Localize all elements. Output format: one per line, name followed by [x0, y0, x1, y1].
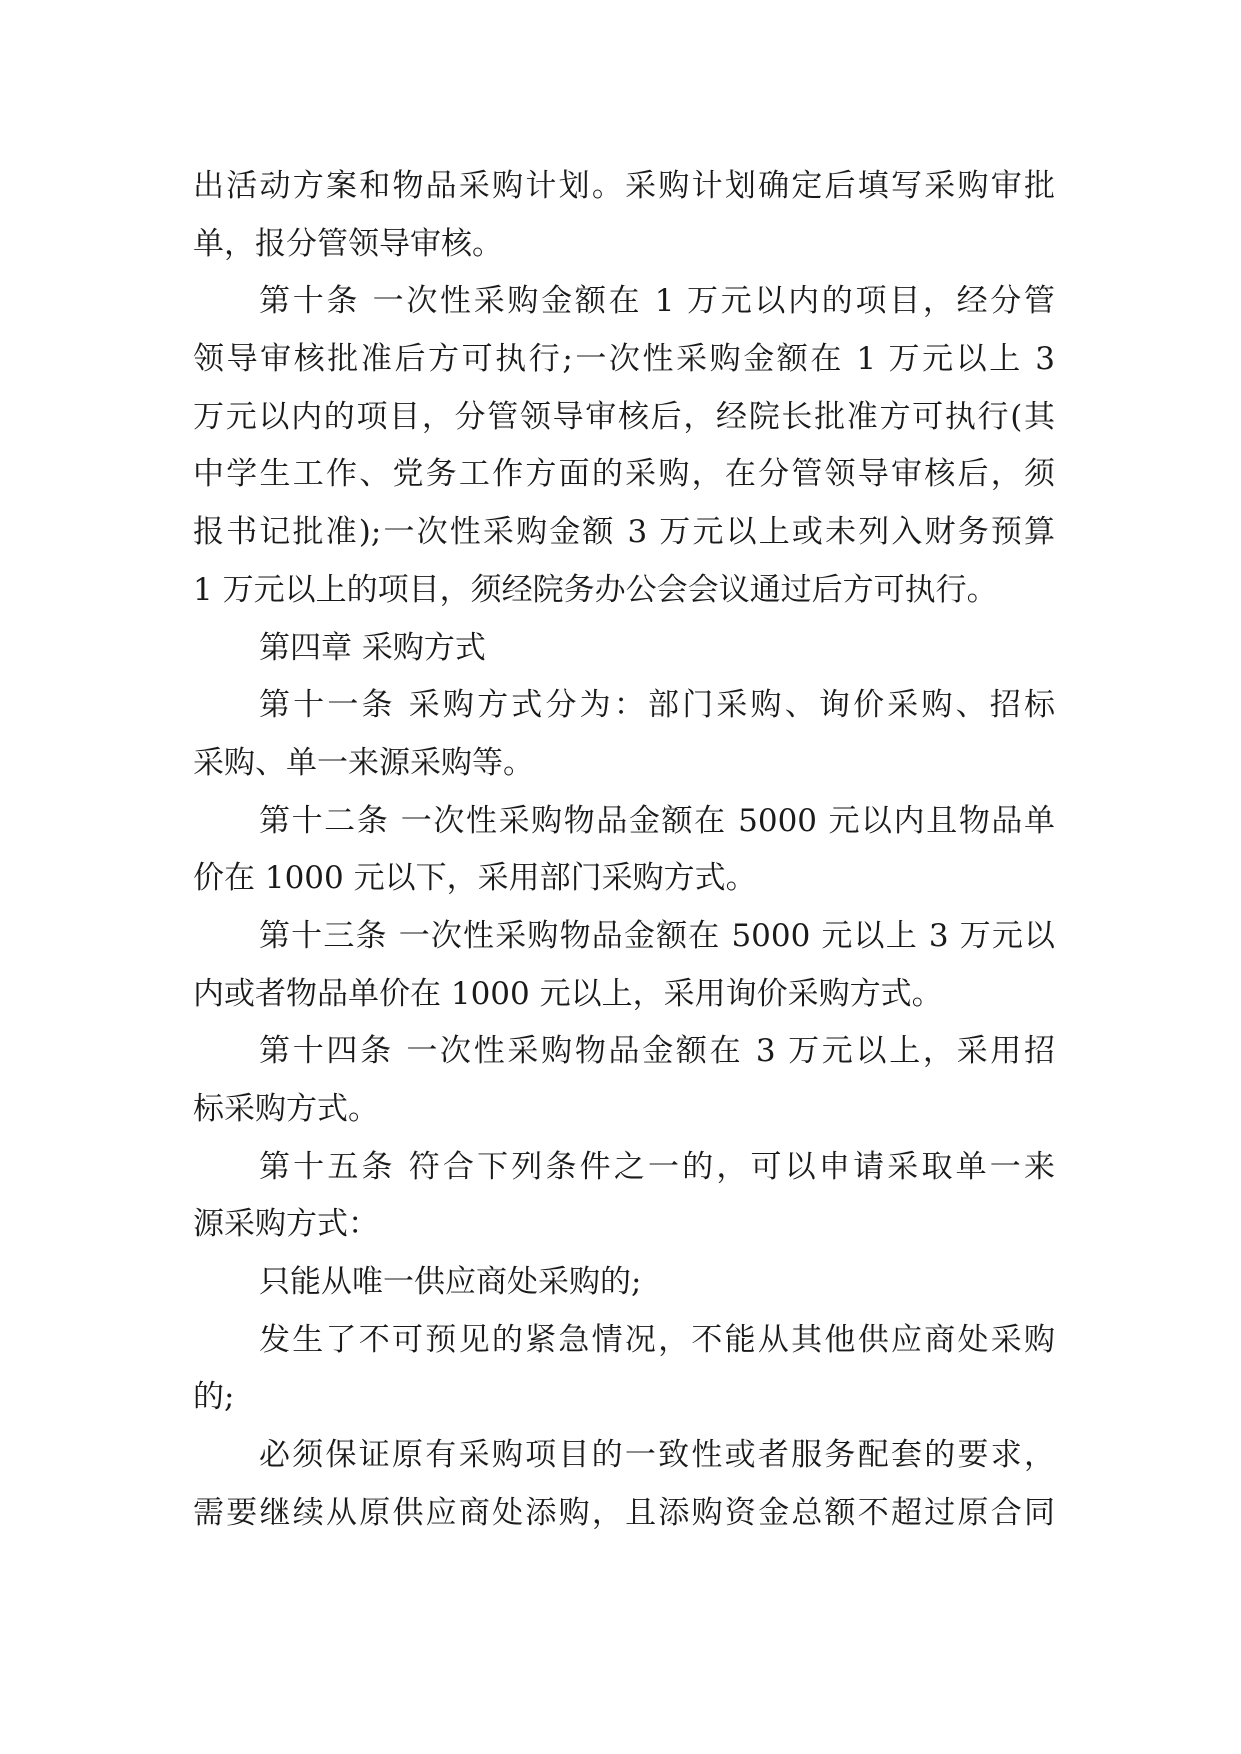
text-line: 报书记批准);一次性采购金额 3 万元以上或未列入财务预算: [193, 514, 1055, 551]
list-item-2: 发生了不可预见的紧急情况，不能从其他供应商处采购: [259, 1321, 1055, 1358]
text-line: 标采购方式。: [193, 1091, 379, 1127]
text-line: 采购、单一来源采购等。: [193, 744, 534, 781]
article-14-line: 第十四条 一次性采购物品金额在 3 万元以上，采用招: [259, 1033, 1055, 1070]
article-10-line: 第十条 一次性采购金额在 1 万元以内的项目，经分管: [259, 283, 1055, 320]
list-item-3: 必须保证原有采购项目的一致性或者服务配套的要求，: [259, 1437, 1055, 1474]
chapter-4-heading: 第四章 采购方式: [259, 629, 486, 666]
text-line: 出活动方案和物品采购计划。采购计划确定后填写采购审批: [193, 168, 1055, 204]
text-line: 1 万元以上的项目，须经院务办公会会议通过后方可执行。: [193, 571, 998, 608]
text-line: 需要继续从原供应商处添购，且添购资金总额不超过原合同: [193, 1494, 1055, 1531]
article-13-line: 第十三条 一次性采购物品金额在 5000 元以上 3 万元以: [259, 917, 1055, 954]
text-line: 内或者物品单价在 1000 元以上，采用询价采购方式。: [193, 975, 943, 1012]
text-line: 的;: [193, 1379, 235, 1416]
text-line: 源采购方式：: [193, 1206, 379, 1243]
article-11-line: 第十一条 采购方式分为：部门采购、询价采购、招标: [259, 687, 1055, 724]
text-line: 中学生工作、党务工作方面的采购，在分管领导审核后，须: [193, 456, 1055, 493]
article-15-line: 第十五条 符合下列条件之一的，可以申请采取单一来: [259, 1148, 1055, 1185]
text-line: 单，报分管领导审核。: [193, 225, 503, 262]
text-line: 价在 1000 元以下，采用部门采购方式。: [193, 860, 757, 897]
article-12-line: 第十二条 一次性采购物品金额在 5000 元以内且物品单: [259, 802, 1055, 839]
text-line: 领导审核批准后方可执行;一次性采购金额在 1 万元以上 3: [193, 341, 1055, 378]
list-item-1: 只能从唯一供应商处采购的;: [259, 1264, 642, 1301]
text-line: 万元以内的项目，分管领导审核后，经院长批准方可执行(其: [193, 398, 1055, 435]
body-text: [193, 158, 1055, 1543]
